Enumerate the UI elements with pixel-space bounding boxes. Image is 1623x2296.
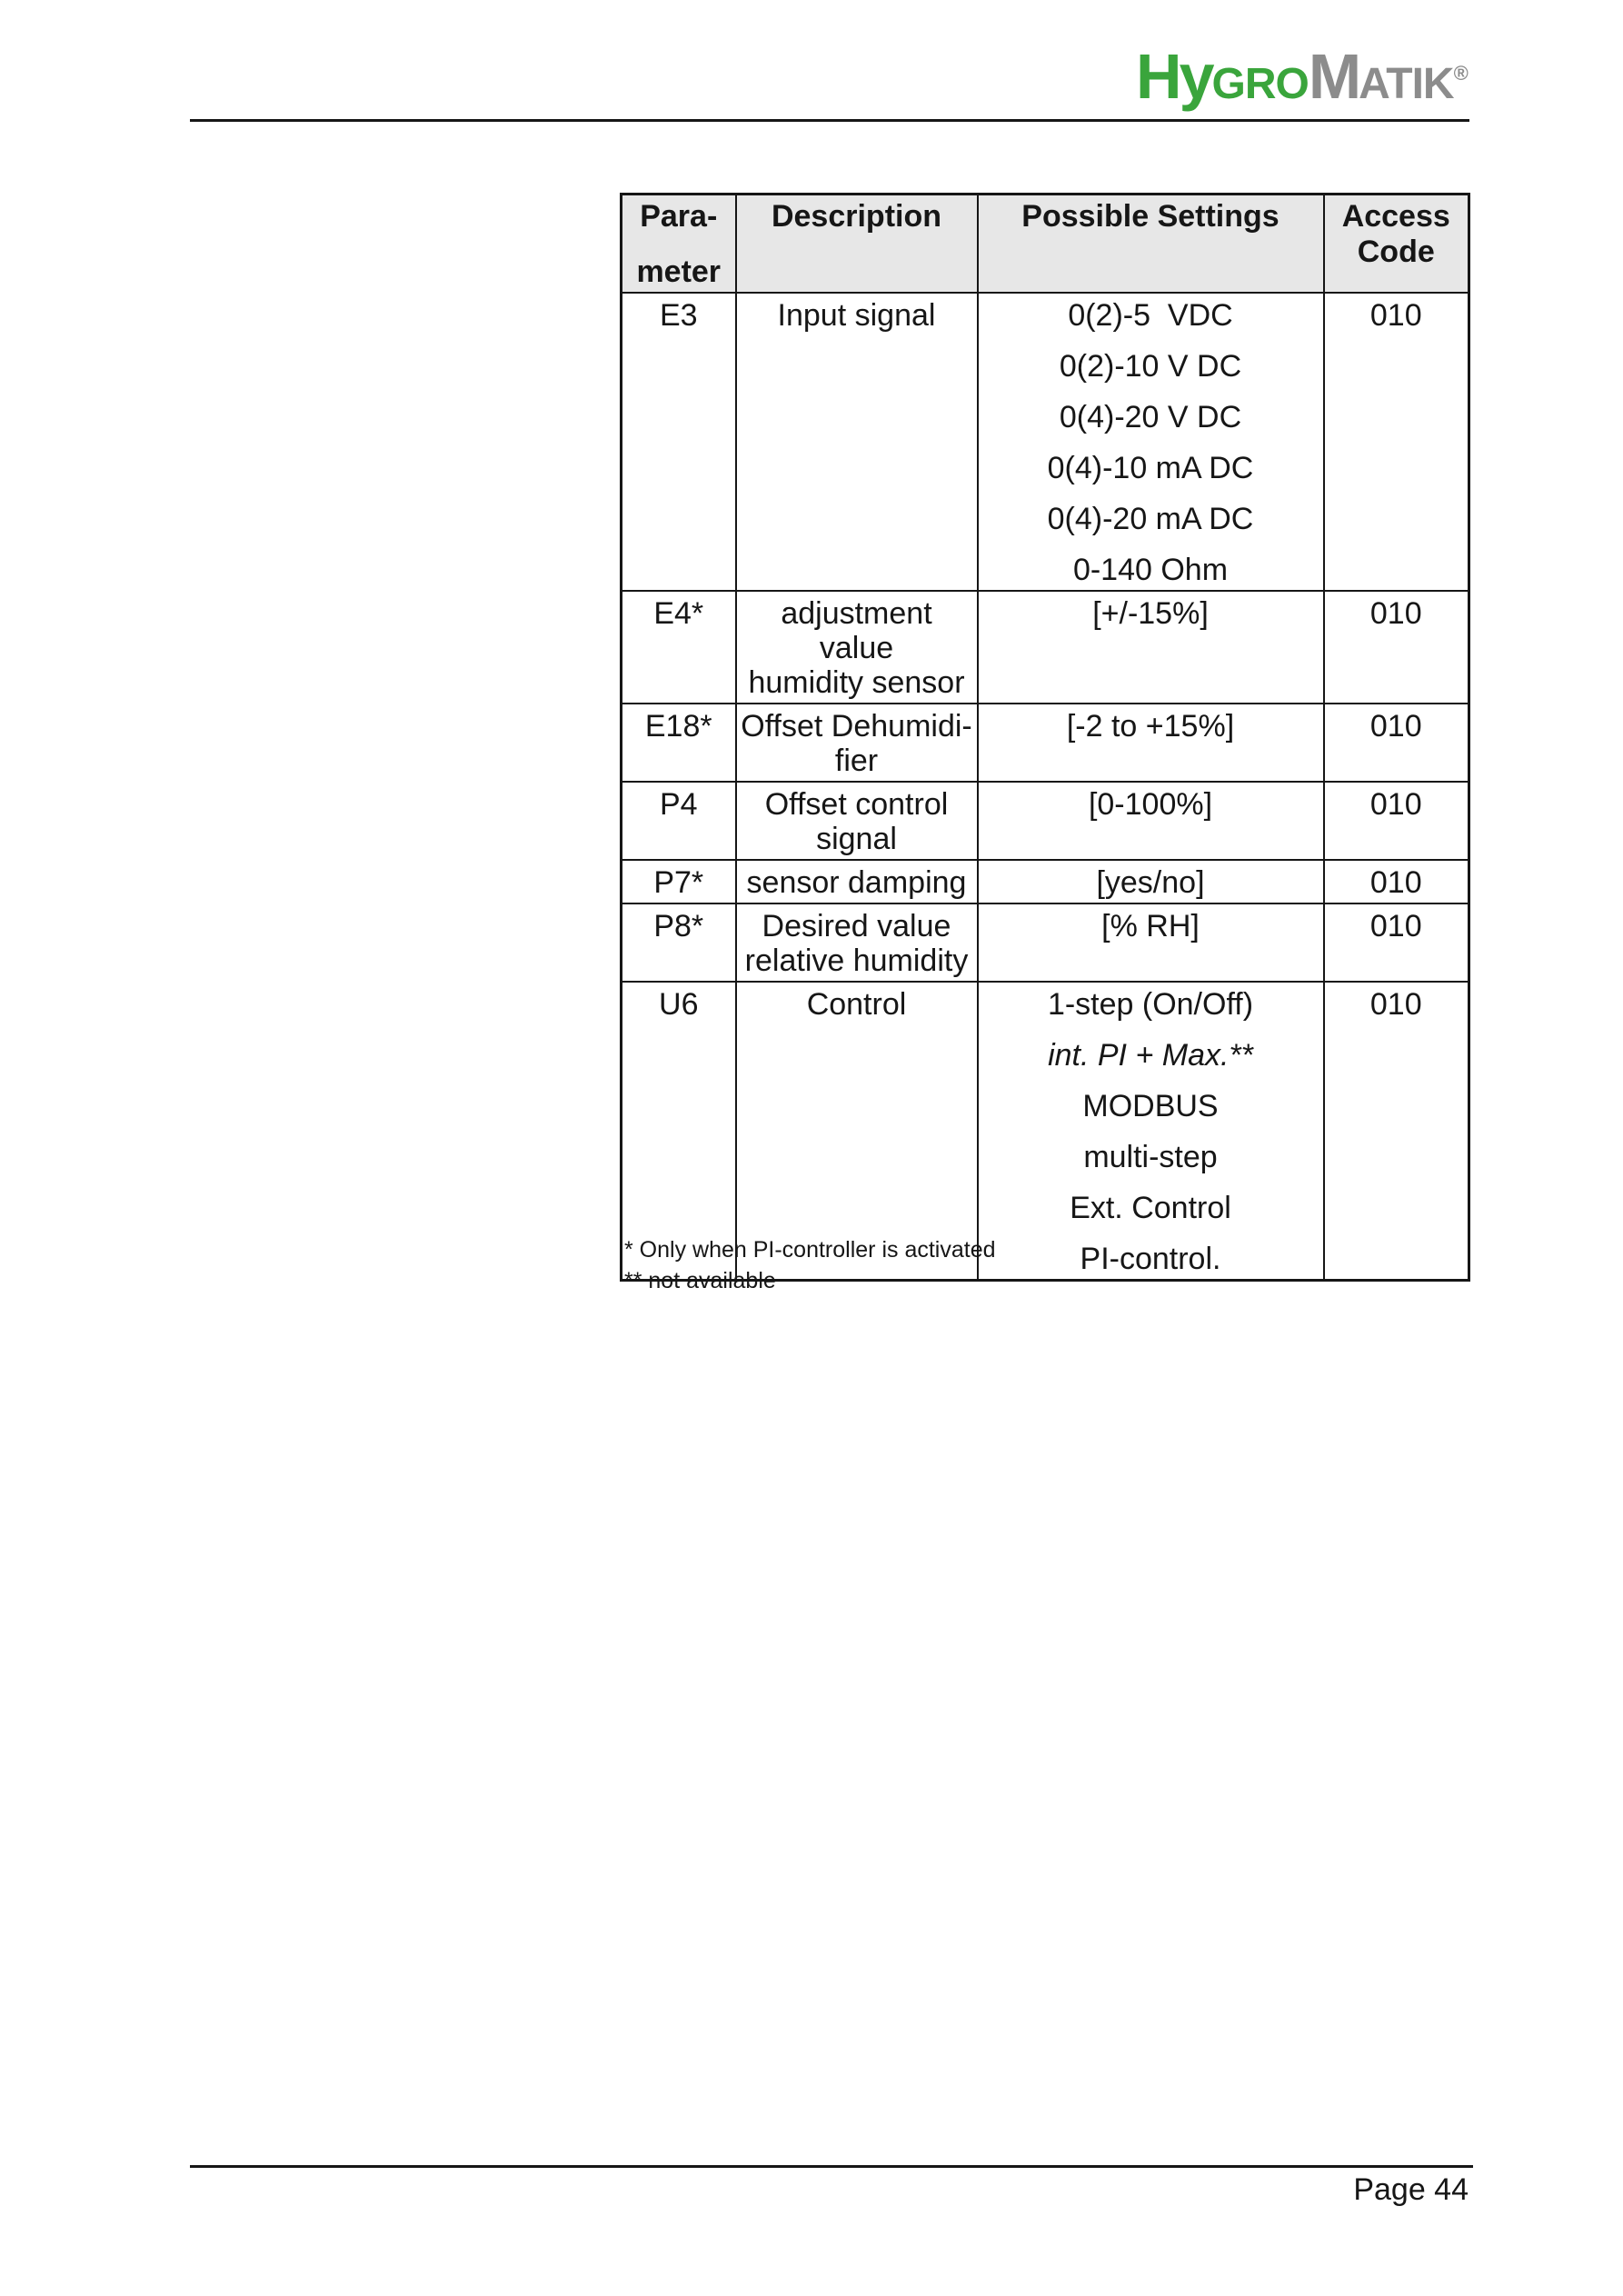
access-code-cell: 010 [1324, 903, 1469, 982]
possible-settings-cell [978, 591, 1324, 704]
possible-settings-cell [978, 782, 1324, 860]
logo-letter-y: y [1179, 41, 1212, 112]
possible-settings-cell [978, 293, 1324, 591]
column-header-line: Para- [640, 199, 718, 234]
description-line: Control [806, 987, 907, 1022]
parameter-cell: U6 [622, 982, 736, 1281]
possible-settings-cell [978, 982, 1324, 1281]
column-header-access-code [1324, 195, 1469, 294]
column-header-line: Possible Settings [1021, 199, 1279, 234]
footnote-pi-controller: * Only when PI-controller is activated [624, 1237, 996, 1263]
setting-option: MODBUS [1082, 1089, 1219, 1123]
access-code-cell: 010 [1324, 293, 1469, 591]
setting-option: 0(2)-5 VDC [1068, 298, 1233, 333]
description-cell [736, 591, 978, 704]
access-code-cell: 010 [1324, 704, 1469, 782]
setting-option: 0-140 Ohm [1072, 553, 1229, 587]
column-header-possible-settings [978, 195, 1324, 294]
description-cell [736, 903, 978, 982]
description-line: adjustment value [781, 596, 932, 665]
table-row-E4 [622, 591, 1469, 704]
description-line: humidity sensor [748, 665, 965, 700]
possible-settings-cell [978, 903, 1324, 982]
access-code-cell: 010 [1324, 782, 1469, 860]
parameter-table [620, 193, 1470, 1282]
setting-option: 0(4)-20 mA DC [1047, 502, 1254, 536]
logo-text-gro: GRO [1211, 60, 1309, 108]
setting-option: [-2 to +15%] [1066, 709, 1235, 744]
description-line: Input signal [777, 298, 936, 333]
description-line: signal [816, 822, 897, 856]
table-header-row [622, 195, 1469, 294]
parameter-cell: E18* [622, 704, 736, 782]
table-row-P8 [622, 903, 1469, 982]
description-cell [736, 704, 978, 782]
column-header-line: meter [636, 255, 722, 289]
table-row-P4 [622, 782, 1469, 860]
registered-trademark-icon: ® [1453, 62, 1469, 85]
access-code-cell: 010 [1324, 591, 1469, 704]
parameter-cell: P4 [622, 782, 736, 860]
footnotes [624, 1234, 996, 1296]
column-header-line: Access [1341, 199, 1450, 234]
page-number: Page 44 [1353, 2172, 1469, 2207]
column-header-line: Description [771, 199, 942, 234]
parameter-cell: P8* [622, 903, 736, 982]
table-row-E3 [622, 293, 1469, 591]
table-row-P7 [622, 860, 1469, 903]
logo-letter-h: H [1136, 41, 1180, 112]
setting-option: [% RH] [1101, 909, 1200, 943]
description-line: sensor damping [746, 865, 967, 900]
column-header-description [736, 195, 978, 294]
description-line: Desired value [762, 909, 951, 943]
setting-option: multi-step [1083, 1140, 1218, 1174]
header-rule [190, 119, 1469, 122]
description-line: fier [834, 744, 879, 778]
column-header-line: Code [1357, 235, 1435, 269]
parameter-cell: E3 [622, 293, 736, 591]
footer-rule [190, 2165, 1473, 2168]
hygromatik-logo [1136, 40, 1469, 128]
description-cell [736, 293, 978, 591]
description-cell [736, 860, 978, 903]
parameter-cell: P7* [622, 860, 736, 903]
possible-settings-cell [978, 704, 1324, 782]
description-cell [736, 782, 978, 860]
setting-option: [0-100%] [1088, 787, 1213, 822]
setting-option: PI-control. [1080, 1242, 1221, 1276]
parameter-cell: E4* [622, 591, 736, 704]
possible-settings-cell [978, 860, 1324, 903]
setting-option: 0(4)-10 mA DC [1047, 451, 1254, 485]
access-code-cell: 010 [1324, 860, 1469, 903]
setting-option: 1-step (On/Off) [1047, 987, 1254, 1022]
access-code-cell: 010 [1324, 982, 1469, 1281]
logo-text-atik: ATIK [1359, 60, 1454, 108]
footnote-not-available: ** not available [624, 1268, 776, 1293]
setting-option: 0(2)-10 V DC [1059, 349, 1242, 384]
setting-option: [yes/no] [1096, 865, 1205, 900]
column-header-parameter [622, 195, 736, 294]
description-line: Offset control [764, 787, 949, 822]
setting-option: int. PI + Max.** [1048, 1038, 1253, 1073]
logo-letter-m: M [1308, 41, 1359, 112]
setting-option: Ext. Control [1070, 1191, 1231, 1225]
description-line: Offset Dehumidi- [741, 709, 972, 744]
table-row-E18 [622, 704, 1469, 782]
setting-option: [+/-15%] [1092, 596, 1209, 631]
description-line: relative humidity [744, 943, 969, 978]
setting-option: 0(4)-20 V DC [1059, 400, 1242, 434]
